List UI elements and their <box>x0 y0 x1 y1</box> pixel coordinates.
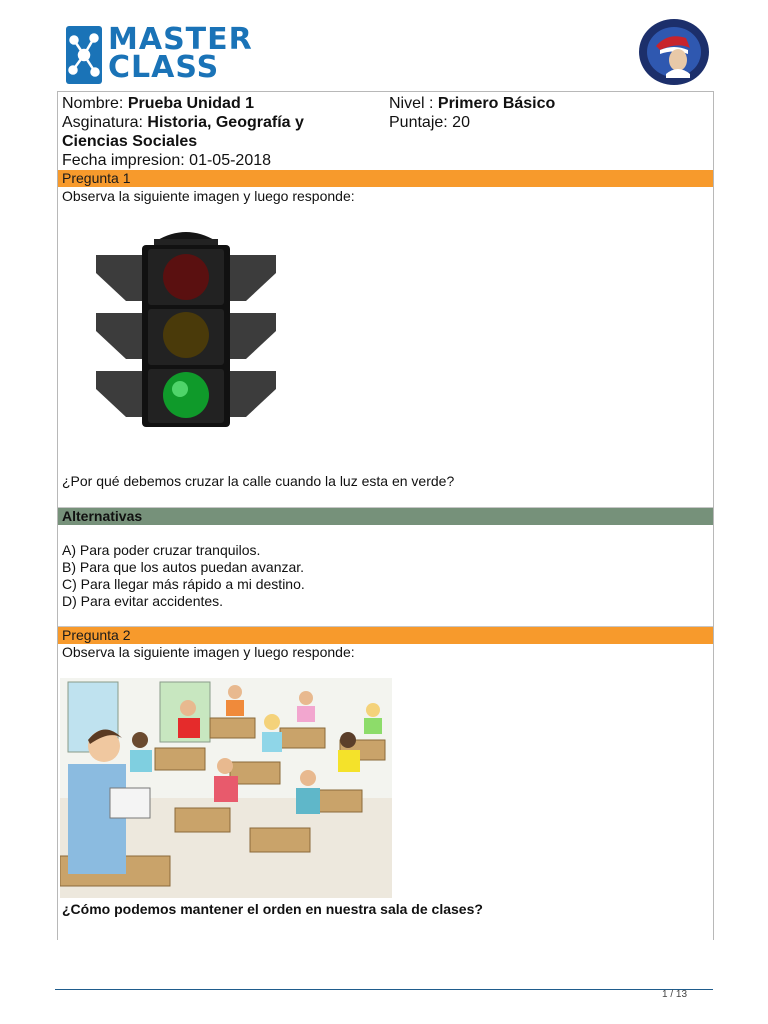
alternative-b: B) Para que los autos puedan avanzar. <box>62 559 305 575</box>
asignatura-value-line2: Ciencias Sociales <box>62 133 198 150</box>
nombre-field <box>62 94 254 113</box>
nombre-value: Prueba Unidad 1 <box>127 95 255 112</box>
nivel-field <box>389 94 555 113</box>
logo-line-1: MASTER <box>108 22 253 57</box>
puntaje-value: 20 <box>452 114 470 131</box>
nivel-label: Nivel : <box>389 95 434 112</box>
alternative-a: A) Para poder cruzar tranquilos. <box>62 542 261 558</box>
traffic-light-image <box>96 229 276 431</box>
asignatura-value-line1: Historia, Geografía y <box>147 114 304 131</box>
puntaje-field <box>389 113 470 132</box>
pregunta-2-heading: Pregunta 2 <box>58 627 713 644</box>
fecha-value: 01-05-2018 <box>189 152 272 169</box>
pregunta-2-instruction: Observa la siguiente imagen y luego responde: <box>62 644 355 660</box>
alternative-d: D) Para evitar accidentes. <box>62 593 224 609</box>
nombre-label: Nombre: <box>62 95 124 112</box>
footer-rule <box>55 989 713 990</box>
page-number: 1 / 13 <box>662 989 688 1000</box>
school-seal <box>638 18 710 86</box>
pregunta-1-heading: Pregunta 1 <box>58 170 713 187</box>
logo-network-icon <box>66 26 102 84</box>
logo-line-2: CLASS <box>108 50 220 85</box>
page-header <box>0 0 768 90</box>
asignatura-field <box>62 113 304 151</box>
alternatives-list <box>62 542 305 610</box>
pregunta-2-question: ¿Cómo podemos mantener el orden en nuestra sala de clases? <box>62 901 483 917</box>
fecha-field <box>62 151 271 170</box>
puntaje-label: Puntaje: <box>389 114 448 131</box>
pregunta-1-question: ¿Por qué debemos cruzar la calle cuando la luz esta en verde? <box>62 473 455 489</box>
alternative-c: C) Para llegar más rápido a mi destino. <box>62 576 305 592</box>
fecha-label: Fecha impresion: <box>62 152 185 169</box>
pregunta-1-instruction: Observa la siguiente imagen y luego responde: <box>62 188 355 204</box>
nivel-value: Primero Básico <box>437 95 556 112</box>
alternativas-heading: Alternativas <box>58 508 713 525</box>
classroom-image <box>60 678 392 898</box>
master-class-logo <box>66 22 253 86</box>
logo-wordmark <box>108 22 253 85</box>
asignatura-label: Asginatura: <box>62 114 143 131</box>
